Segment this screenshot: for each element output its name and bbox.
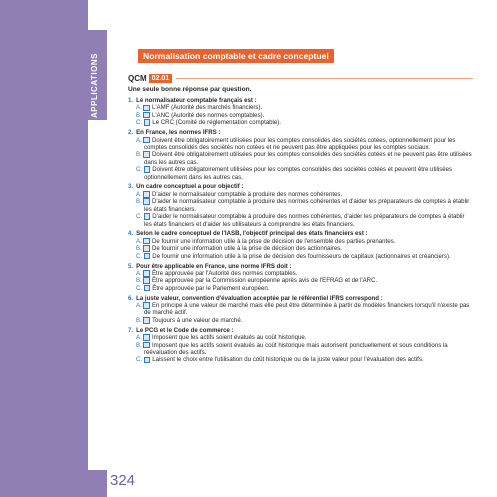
- checkbox-icon[interactable]: [143, 238, 150, 245]
- qcm-number: 02.01: [149, 74, 173, 83]
- question-number: 3.: [128, 183, 134, 191]
- question-number: 5.: [128, 262, 134, 270]
- option-text: Imposent que les actifs soient évalués au coût historique.: [151, 334, 307, 342]
- checkbox-icon[interactable]: [144, 119, 151, 126]
- answer-option[interactable]: [132, 253, 473, 260]
- answer-option[interactable]: [132, 166, 473, 181]
- option-letter: B.: [136, 341, 142, 349]
- answer-option[interactable]: [132, 317, 473, 324]
- option-text: De fournir une information utile à la prise de décision des actionnaires.: [151, 245, 342, 253]
- option-letter: C.: [136, 119, 143, 127]
- checkbox-icon[interactable]: [143, 112, 150, 119]
- checkbox-icon[interactable]: [143, 270, 150, 277]
- checkbox-icon[interactable]: [143, 191, 150, 198]
- question-item: [128, 97, 473, 127]
- option-letter: B.: [136, 277, 142, 285]
- option-text: Doivent être obligatoirement utilisées pour les comptes consolidés des sociétés cotées et ne peuvent pas être utilisées dans les autres cas.: [144, 151, 472, 166]
- checkbox-icon[interactable]: [143, 277, 150, 284]
- checkbox-icon[interactable]: [144, 213, 151, 220]
- answer-option[interactable]: [132, 356, 473, 363]
- checkbox-icon[interactable]: [143, 151, 150, 158]
- option-text: Doivent être obligatoirement utilisées pour les comptes consolidés des sociétés cotées, optionnellement pour les comptes consolidés des sociétés non cotées et ne peuvent pas être appliquées pour les comptes sociaux.: [144, 136, 456, 151]
- question-text: En France, les normes IFRS :: [136, 129, 221, 137]
- option-text: Laissent le choix entre l'utilisation du coût historique ou de la juste valeur pour l'évaluation des actifs.: [152, 356, 424, 364]
- option-letter: A.: [136, 104, 142, 112]
- checkbox-icon[interactable]: [144, 253, 151, 260]
- option-text: D'aider le normalisateur comptable à produire des normes cohérentes.: [151, 190, 343, 198]
- checkbox-icon[interactable]: [143, 198, 150, 205]
- option-text: L'AMF (Autorité des marchés financiers).: [151, 104, 263, 112]
- option-letter: B.: [136, 198, 142, 206]
- question-text: Pour être applicable en France, une norme IFRS doit :: [136, 262, 292, 270]
- option-letter: A.: [136, 190, 142, 198]
- answer-option[interactable]: [132, 119, 473, 126]
- option-text: En principe à une valeur de marché mais elle peut être déterminée à partir de modèles financiers lorsqu'il n'existe pas de marché actif.: [144, 302, 470, 317]
- checkbox-icon[interactable]: [143, 317, 150, 324]
- option-text: Imposent que les actifs soient évalués au coût historique mais autorisent ponctuellement et sous conditions la réévaluation des actifs.: [144, 341, 448, 356]
- option-text: D'aider le normalisateur comptable à produire des normes cohérentes et d'aider les préparateurs de comptes à établir les états financiers.: [144, 198, 470, 213]
- checkbox-icon[interactable]: [143, 334, 150, 341]
- option-letter: A.: [136, 269, 142, 277]
- question-heading: [128, 97, 473, 104]
- option-text: Être approuvée par l'Autorité des normes comptables.: [151, 269, 298, 277]
- question-heading: [128, 295, 473, 302]
- option-letter: A.: [136, 302, 142, 310]
- checkbox-icon[interactable]: [143, 105, 150, 112]
- question-item: [128, 327, 473, 364]
- question-item: [128, 230, 473, 260]
- option-letter: A.: [136, 237, 142, 245]
- question-number: 7.: [128, 326, 134, 334]
- option-letter: C.: [136, 252, 143, 260]
- question-number: 2.: [128, 129, 134, 137]
- checkbox-icon[interactable]: [144, 357, 151, 364]
- option-text: Doivent être obligatoirement utilisées pour les comptes consolidés des sociétés cotées et peuvent être utilisées optionnellement dans les autres cas.: [144, 166, 453, 181]
- answer-option[interactable]: [132, 277, 473, 284]
- answer-option[interactable]: [132, 342, 473, 357]
- checkbox-icon[interactable]: [143, 342, 150, 349]
- answer-option[interactable]: [132, 104, 473, 111]
- option-text: D'aider le normalisateur comptable à produire des normes cohérentes, d'aider les préparateurs de comptes à établir les états financiers et d'aider les utilisateurs à comprendre les états financiers.: [144, 213, 465, 228]
- option-text: De fournir une information utile à la prise de décision des fournisseurs de capitaux (actionnaires et créanciers).: [152, 252, 451, 260]
- question-item: [128, 183, 473, 227]
- answer-option[interactable]: [132, 245, 473, 252]
- option-text: Être approuvée par la Commission européenne après avis de l'EFRAG et de l'ARC.: [151, 277, 378, 285]
- answer-option[interactable]: [132, 334, 473, 341]
- question-item: [128, 129, 473, 181]
- qcm-divider: [176, 78, 473, 79]
- answer-option[interactable]: [132, 285, 473, 292]
- question-number: 4.: [128, 230, 134, 238]
- question-item: [128, 263, 473, 293]
- answer-option[interactable]: [132, 137, 473, 152]
- answer-option[interactable]: [132, 213, 473, 228]
- question-number: 6.: [128, 294, 134, 302]
- checkbox-icon[interactable]: [143, 302, 150, 309]
- page-content: [128, 46, 473, 364]
- question-heading: [128, 129, 473, 136]
- question-text: Selon le cadre conceptuel de l'IASB, l'objectif principal des états financiers est :: [136, 230, 368, 238]
- checkbox-icon[interactable]: [143, 137, 150, 144]
- option-letter: C.: [136, 284, 143, 292]
- qcm-label: QCM: [128, 74, 147, 83]
- option-letter: B.: [136, 111, 142, 119]
- qcm-instruction: Une seule bonne réponse par question.: [128, 86, 252, 93]
- option-letter: C.: [136, 213, 143, 221]
- option-text: Être approuvée par le Parlement européen.: [152, 284, 270, 292]
- option-text: L'ANC (Autorité des normes comptables).: [151, 111, 265, 119]
- option-text: De fournir une information utile à la prise de décision de l'ensemble des parties prenantes.: [151, 237, 396, 245]
- question-heading: [128, 327, 473, 334]
- option-letter: C.: [136, 166, 143, 174]
- question-heading: [128, 263, 473, 270]
- section-tab-label: APPLICATIONS: [90, 53, 99, 118]
- option-letter: A.: [136, 334, 142, 342]
- option-letter: A.: [136, 136, 142, 144]
- answer-option[interactable]: [132, 198, 473, 213]
- question-text: Le normalisateur comptable français est :: [136, 97, 257, 104]
- question-item: [128, 295, 473, 325]
- option-letter: B.: [136, 316, 142, 324]
- qcm-header: [128, 74, 473, 83]
- answer-option[interactable]: [132, 302, 473, 317]
- option-letter: B.: [136, 151, 142, 159]
- answer-option[interactable]: [132, 151, 473, 166]
- question-list: [128, 97, 473, 364]
- checkbox-icon[interactable]: [144, 285, 151, 292]
- checkbox-icon[interactable]: [144, 166, 151, 173]
- option-letter: C.: [136, 356, 143, 364]
- option-letter: B.: [136, 245, 142, 253]
- page-number: 324: [110, 472, 136, 489]
- question-text: Le PCG et le Code de commerce :: [136, 326, 234, 334]
- option-text: Toujours à une valeur de marché.: [151, 316, 243, 324]
- answer-option[interactable]: [132, 191, 473, 198]
- question-text: La juste valeur, convention d'évaluation acceptée par le référentiel IFRS correspond :: [136, 294, 383, 302]
- answer-option[interactable]: [132, 112, 473, 119]
- question-text: Un cadre conceptuel a pour objectif :: [136, 183, 244, 191]
- question-number: 1.: [128, 97, 134, 104]
- section-title: Normalisation comptable et cadre conceptuel: [138, 49, 334, 63]
- answer-option[interactable]: [132, 238, 473, 245]
- checkbox-icon[interactable]: [143, 245, 150, 252]
- question-heading: [128, 230, 473, 237]
- option-text: Le CRC (Comité de réglementation comptable).: [152, 119, 282, 127]
- question-heading: [128, 183, 473, 190]
